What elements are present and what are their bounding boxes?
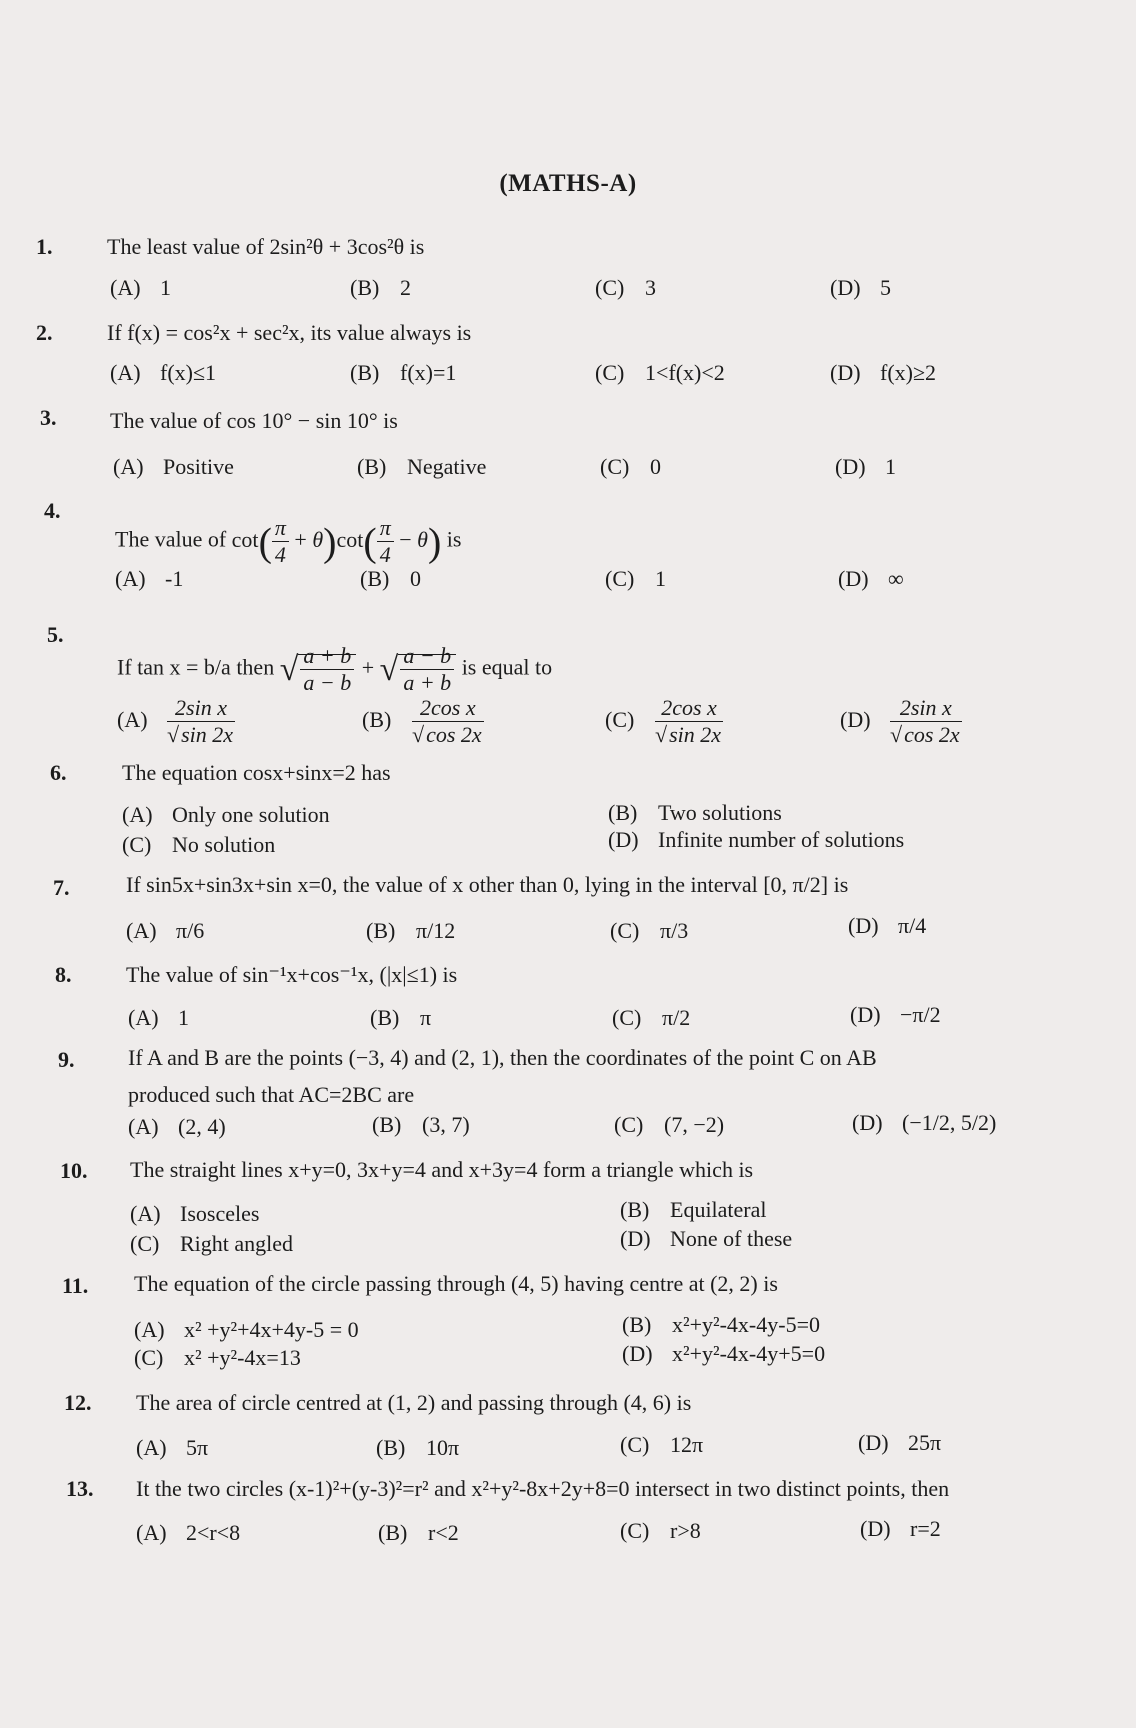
- option-value: Negative: [407, 454, 487, 479]
- option-c[interactable]: [605, 566, 666, 592]
- option-a[interactable]: [130, 1201, 259, 1227]
- option-label: (D): [830, 275, 861, 300]
- question-text: The value of sin⁻¹x+cos⁻¹x, (|x|≤1) is: [126, 962, 458, 987]
- option-label: (B): [350, 275, 380, 300]
- option-a[interactable]: [136, 1435, 208, 1461]
- question-text: The least value of 2sin²θ + 3cos²θ is: [107, 234, 425, 259]
- option-label: (D): [835, 454, 866, 479]
- option-label: (B): [362, 706, 392, 732]
- question-text: The value of cos 10° − sin 10° is: [110, 408, 398, 433]
- question-number: 12.: [64, 1390, 92, 1415]
- option-value: Only one solution: [172, 802, 330, 827]
- question-number: 1.: [36, 234, 53, 259]
- option-value: None of these: [670, 1226, 793, 1251]
- question-text: The equation of the circle passing through (4, 5) having centre at (2, 2) is: [134, 1271, 778, 1296]
- question-number: 13.: [66, 1476, 94, 1501]
- option-label: (C): [130, 1231, 160, 1256]
- option-b[interactable]: [372, 1112, 470, 1138]
- option-label: (C): [605, 706, 635, 732]
- option-value: Two solutions: [658, 800, 782, 825]
- option-c[interactable]: [134, 1345, 301, 1371]
- option-c[interactable]: [600, 454, 661, 480]
- question-number: 6.: [50, 760, 67, 785]
- option-a[interactable]: [128, 1114, 226, 1140]
- option-label: (B): [370, 1005, 400, 1030]
- option-a[interactable]: [113, 454, 234, 480]
- option-value: f(x)=1: [400, 360, 457, 385]
- option-b[interactable]: [370, 1005, 431, 1031]
- option-value: 0: [410, 566, 421, 591]
- option-label: (A): [110, 360, 141, 385]
- option-d[interactable]: [860, 1516, 941, 1542]
- option-b[interactable]: [378, 1520, 459, 1546]
- option-label: (D): [852, 1110, 883, 1135]
- option-d[interactable]: [848, 913, 926, 939]
- question-text: The straight lines x+y=0, 3x+y=4 and x+3y=4 form a triangle which is: [130, 1157, 754, 1182]
- option-value: $\frac{\text{2sin x}}{√\cos 2x}$: [890, 695, 960, 747]
- option-c[interactable]: [605, 695, 723, 748]
- option-value: π: [420, 1005, 432, 1030]
- option-value: 1: [885, 454, 896, 479]
- question-number: 3.: [40, 405, 57, 430]
- option-value: Equilateral: [670, 1197, 767, 1222]
- option-label: (B): [378, 1520, 408, 1545]
- option-label: (D): [850, 1002, 881, 1027]
- option-value: π/4: [898, 913, 927, 938]
- option-b[interactable]: [620, 1197, 767, 1223]
- option-c[interactable]: [595, 275, 656, 301]
- option-value: 1: [655, 566, 666, 591]
- option-label: (A): [136, 1520, 167, 1545]
- option-label: (B): [620, 1197, 650, 1222]
- question-text: The value of cot( $\frac{\pi}{4}$ + θ)cot( $\frac{\pi}{4}$ − θ) is: [115, 515, 462, 567]
- question-text: If f(x) = cos²x + sec²x, its value always is: [107, 320, 472, 345]
- option-c[interactable]: [620, 1432, 703, 1458]
- option-label: (C): [605, 566, 635, 591]
- question-number: 5.: [47, 622, 64, 647]
- option-value: (−1/2, 5/2): [902, 1110, 997, 1135]
- option-label: (C): [620, 1518, 650, 1543]
- option-value: (3, 7): [422, 1112, 470, 1137]
- option-b[interactable]: [350, 275, 411, 301]
- option-d[interactable]: [858, 1430, 941, 1456]
- option-label: (A): [126, 918, 157, 943]
- option-label: (C): [610, 918, 640, 943]
- option-value: Infinite number of solutions: [658, 827, 905, 852]
- option-a[interactable]: [136, 1520, 240, 1546]
- question-number: 11.: [62, 1273, 89, 1298]
- option-value: $\frac{\text{2cos x}}{√\sin 2x}$: [655, 695, 722, 747]
- option-c[interactable]: [595, 360, 725, 386]
- option-d[interactable]: [840, 695, 962, 748]
- option-value: (2, 4): [178, 1114, 226, 1139]
- question-number: 10.: [60, 1158, 88, 1183]
- option-d[interactable]: [622, 1341, 825, 1367]
- option-value: Positive: [163, 454, 234, 479]
- option-b[interactable]: [608, 800, 782, 826]
- option-value: r>8: [670, 1518, 701, 1543]
- option-label: (A): [130, 1201, 161, 1226]
- option-label: (B): [366, 918, 396, 943]
- question-text: The equation cosx+sinx=2 has: [122, 760, 391, 785]
- option-value: 3: [645, 275, 656, 300]
- question-number: 9.: [58, 1047, 75, 1072]
- option-label: (D): [838, 566, 869, 591]
- question-text: If tan x = b/a then √ $\frac{a + b}{a - b}$ + √ $\frac{a - b}{a + b}$ is equal to: [117, 643, 553, 695]
- option-d[interactable]: [830, 275, 891, 301]
- option-label: (C): [600, 454, 630, 479]
- option-label: (D): [830, 360, 861, 385]
- option-label: (C): [595, 275, 625, 300]
- option-label: (D): [620, 1226, 651, 1251]
- option-c[interactable]: [122, 832, 275, 858]
- option-value: r=2: [910, 1516, 941, 1541]
- option-value: x² +y²-4x=13: [184, 1345, 301, 1370]
- option-b[interactable]: [376, 1435, 459, 1461]
- option-value: Right angled: [180, 1231, 294, 1256]
- option-label: (A): [128, 1005, 159, 1030]
- option-label: (B): [376, 1435, 406, 1460]
- option-a[interactable]: [122, 802, 330, 828]
- option-value: π/12: [416, 918, 456, 943]
- option-value: 5: [880, 275, 891, 300]
- option-value: π/3: [660, 918, 689, 943]
- option-label: (C): [134, 1345, 164, 1370]
- option-c[interactable]: [610, 918, 688, 944]
- option-value: No solution: [172, 832, 276, 857]
- option-value: 5π: [186, 1435, 209, 1460]
- option-label: (D): [858, 1430, 889, 1455]
- option-value: $\frac{\text{2sin x}}{√\sin 2x}$: [167, 695, 234, 747]
- option-label: (D): [840, 706, 871, 732]
- option-d[interactable]: [608, 827, 904, 853]
- option-label: (B): [357, 454, 387, 479]
- option-value: 0: [650, 454, 661, 479]
- option-label: (D): [608, 827, 639, 852]
- option-label: (A): [113, 454, 144, 479]
- option-d[interactable]: [830, 360, 936, 386]
- option-d[interactable]: [850, 1002, 941, 1028]
- section-title: (MATHS-A): [499, 170, 637, 197]
- option-value: $\frac{\text{2cos x}}{√\cos 2x}$: [412, 695, 482, 747]
- option-a[interactable]: [117, 695, 235, 748]
- option-label: (D): [622, 1341, 653, 1366]
- option-label: (B): [372, 1112, 402, 1137]
- option-b[interactable]: [350, 360, 456, 386]
- option-label: (A): [117, 706, 148, 732]
- question-text: If sin5x+sin3x+sin x=0, the value of x other than 0, lying in the interval [0, π/2] is: [126, 872, 849, 897]
- question-text: The area of circle centred at (1, 2) and passing through (4, 6) is: [136, 1390, 692, 1415]
- option-value: 12π: [670, 1432, 704, 1457]
- option-value: 10π: [426, 1435, 460, 1460]
- option-label: (A): [128, 1114, 159, 1139]
- option-d[interactable]: [835, 454, 896, 480]
- option-a[interactable]: [110, 275, 171, 301]
- question-text: If A and B are the points (−3, 4) and (2, 1), then the coordinates of the point C on AB: [128, 1045, 877, 1070]
- option-c[interactable]: [612, 1005, 690, 1031]
- option-b[interactable]: [366, 918, 455, 944]
- option-c[interactable]: [614, 1112, 724, 1138]
- question-text-line2: produced such that AC=2BC are: [128, 1082, 415, 1107]
- option-label: (A): [122, 802, 153, 827]
- option-value: x²+y²-4x-4y-5=0: [672, 1312, 820, 1337]
- option-value: 1: [160, 275, 171, 300]
- option-label: (C): [612, 1005, 642, 1030]
- option-a[interactable]: [126, 918, 204, 944]
- option-a[interactable]: [134, 1317, 359, 1343]
- option-a[interactable]: [115, 566, 183, 592]
- option-d[interactable]: [838, 566, 904, 592]
- question-number: 4.: [44, 498, 61, 523]
- option-value: -1: [165, 566, 184, 591]
- option-c[interactable]: [130, 1231, 293, 1257]
- option-c[interactable]: [620, 1518, 701, 1544]
- option-value: 1<f(x)<2: [645, 360, 725, 385]
- option-value: −π/2: [900, 1002, 941, 1027]
- option-label: (B): [360, 566, 390, 591]
- option-b[interactable]: [357, 454, 486, 480]
- option-value: x²+y²-4x-4y+5=0: [672, 1341, 826, 1366]
- option-label: (C): [122, 832, 152, 857]
- option-label: (B): [350, 360, 380, 385]
- option-value: π/2: [662, 1005, 691, 1030]
- option-b[interactable]: [360, 566, 421, 592]
- option-b[interactable]: [362, 695, 484, 748]
- option-label: (A): [110, 275, 141, 300]
- option-value: Isosceles: [180, 1201, 260, 1226]
- option-d[interactable]: [620, 1226, 792, 1252]
- option-d[interactable]: [852, 1110, 996, 1136]
- option-value: 1: [178, 1005, 189, 1030]
- option-label: (D): [860, 1516, 891, 1541]
- option-a[interactable]: [128, 1005, 189, 1031]
- option-value: r<2: [428, 1520, 459, 1545]
- option-value: ∞: [888, 566, 904, 591]
- option-value: 2<r<8: [186, 1520, 241, 1545]
- option-value: 2: [400, 275, 411, 300]
- question-number: 2.: [36, 320, 53, 345]
- option-label: (C): [614, 1112, 644, 1137]
- option-value: f(x)≤1: [160, 360, 217, 385]
- option-value: π/6: [176, 918, 205, 943]
- option-label: (C): [595, 360, 625, 385]
- option-label: (A): [115, 566, 146, 591]
- option-value: (7, −2): [664, 1112, 725, 1137]
- option-b[interactable]: [622, 1312, 820, 1338]
- option-label: (A): [134, 1317, 165, 1342]
- question-number: 8.: [55, 962, 72, 987]
- option-label: (C): [620, 1432, 650, 1457]
- option-value: f(x)≥2: [880, 360, 937, 385]
- option-label: (A): [136, 1435, 167, 1460]
- option-a[interactable]: [110, 360, 216, 386]
- option-value: x² +y²+4x+4y-5 = 0: [184, 1317, 359, 1342]
- question-text: It the two circles (x-1)²+(y-3)²=r² and x²+y²-8x+2y+8=0 intersect in two distinct points, then: [136, 1476, 950, 1501]
- question-number: 7.: [53, 875, 70, 900]
- option-value: 25π: [908, 1430, 942, 1455]
- option-label: (D): [848, 913, 879, 938]
- option-label: (B): [608, 800, 638, 825]
- option-label: (B): [622, 1312, 652, 1337]
